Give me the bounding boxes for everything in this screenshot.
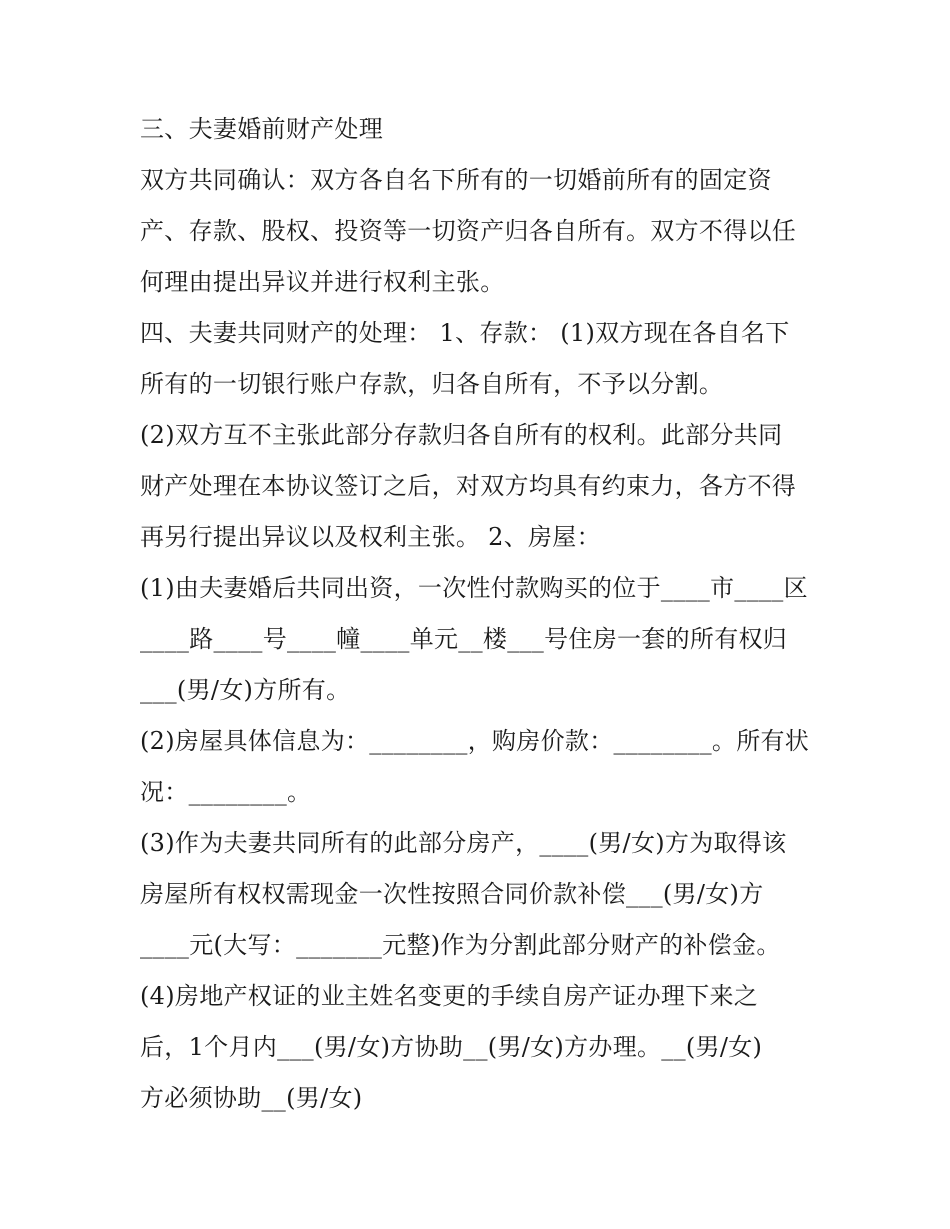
paragraph-line: 况：________。	[140, 778, 312, 806]
paragraph-line: ____路____号____幢____单元__楼___号住房一套的所有权归	[140, 625, 788, 653]
section-heading-premarital-property: 三、夫妻婚前财产处理	[140, 115, 383, 143]
paragraph-line: 后，1个月内___(男/女)方协助__(男/女)方办理。__(男/女)	[140, 1033, 763, 1061]
paragraph-line: 财产处理在本协议签订之后，对双方均具有约束力，各方不得	[140, 472, 797, 500]
paragraph-line: 房屋所有权权需现金一次性按照合同价款补偿___(男/女)方	[140, 880, 764, 908]
paragraph-line: (2)双方互不主张此部分存款归各自所有的权利。此部分共同	[140, 421, 783, 449]
paragraph-line: ____元(大写：_______元整)作为分割此部分财产的补偿金。	[140, 931, 781, 959]
paragraph-line: 方必须协助__(男/女)	[140, 1084, 363, 1112]
document-body	[140, 104, 830, 1124]
paragraph-line: (3)作为夫妻共同所有的此部分房产，____(男/女)方为取得该	[140, 829, 787, 857]
paragraph-line: 双方共同确认：双方各自名下所有的一切婚前所有的固定资	[140, 166, 772, 194]
paragraph-line: 产、存款、股权、投资等一切资产归各自所有。双方不得以任	[140, 217, 797, 245]
paragraph-line: (4)房地产权证的业主姓名变更的手续自房产证办理下来之	[140, 982, 759, 1010]
paragraph-line: 所有的一切银行账户存款，归各自所有，不予以分割。	[140, 370, 724, 398]
paragraph-line: 再另行提出异议以及权利主张。 2、房屋：	[140, 523, 601, 551]
section-heading-joint-property: 四、夫妻共同财产的处理： 1、存款： (1)双方现在各自名下	[140, 319, 790, 347]
paragraph-line: 何理由提出异议并进行权利主张。	[140, 268, 505, 296]
paragraph-line: (2)房屋具体信息为：________，购房价款：________。所有状	[140, 727, 810, 755]
paragraph-line: ___(男/女)方所有。	[140, 676, 351, 704]
paragraph-line: (1)由夫妻婚后共同出资，一次性付款购买的位于____市____区	[140, 574, 808, 602]
